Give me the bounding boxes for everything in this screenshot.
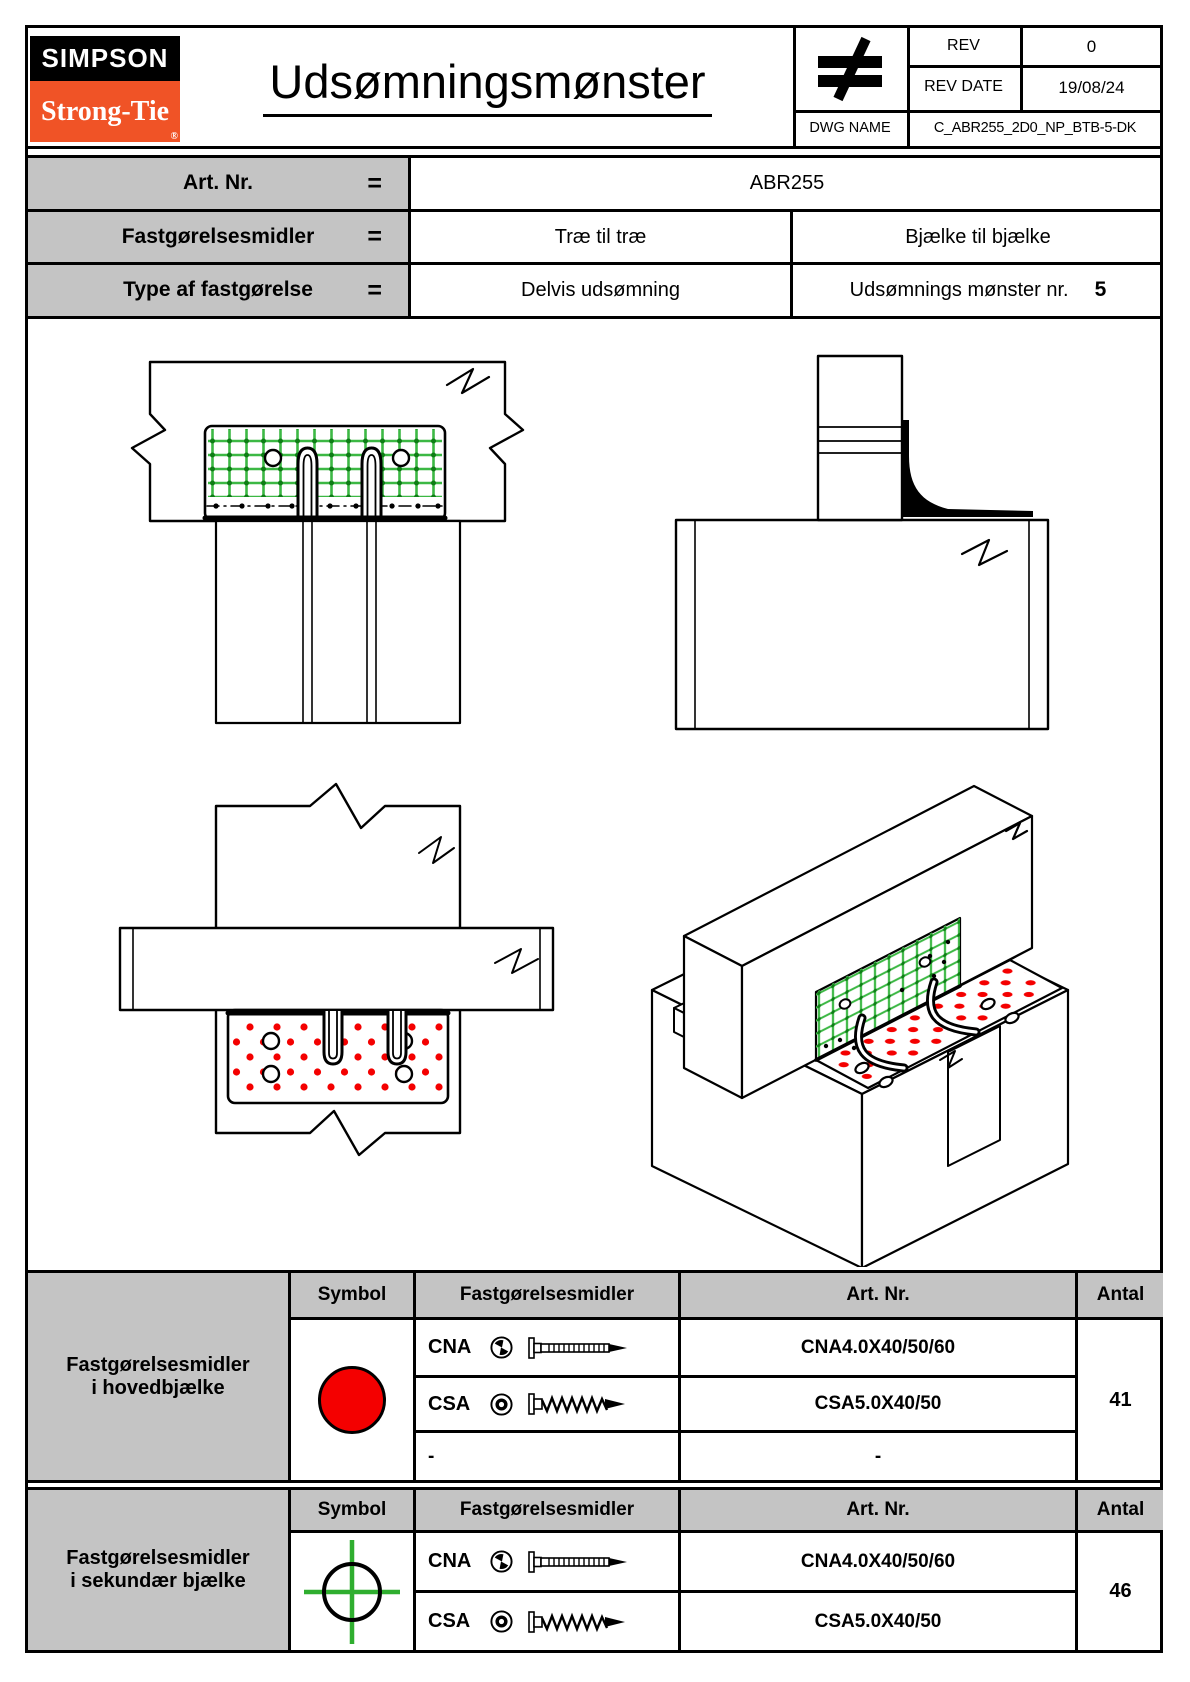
- main-beam-fastener-symbol-icon: [318, 1366, 386, 1434]
- table1-art-cna: CNA4.0X40/50/60: [800, 1336, 956, 1358]
- bracket-slot: [388, 1011, 406, 1064]
- dwg-name-label: DWG NAME: [809, 119, 891, 136]
- table2-qty: 46: [1109, 1580, 1132, 1602]
- technical-drawing-views: [28, 319, 1162, 1267]
- table2-row-cna: CNA: [416, 1533, 678, 1590]
- info-row-fasteners-label: Fastgørelsesmidler =: [121, 222, 382, 251]
- table2-row-csa: CSA: [416, 1593, 678, 1650]
- dwg-name-value: C_ABR255_2D0_NP_BTB-5-DK: [933, 119, 1137, 136]
- logo-strongtie-text: Strong-Tie ®: [30, 81, 180, 142]
- csa-screw-icon: [527, 1391, 635, 1417]
- csa-head-icon: [489, 1392, 514, 1417]
- pattern-number: 5: [1094, 278, 1107, 302]
- bracket-hole: [396, 1066, 412, 1082]
- table1-symbol-cell: [291, 1320, 413, 1480]
- table1-row-csa: CSA: [416, 1378, 678, 1430]
- info-row-artnr-label: Art. Nr. =: [182, 169, 382, 198]
- cna-head-icon: [489, 1549, 514, 1574]
- table2-header-qty: Antal: [1096, 1499, 1145, 1521]
- info-type-right: Udsømnings mønster nr. 5: [849, 278, 1107, 302]
- csa-screw-icon: [527, 1609, 635, 1635]
- equals-sign: =: [367, 169, 382, 198]
- bracket-hole: [263, 1033, 279, 1049]
- table1-row-dash: -: [428, 1445, 435, 1467]
- table2-symbol-cell: [291, 1533, 413, 1650]
- table1-header-fastener: Fastgørelsesmidler: [459, 1284, 635, 1306]
- page-title: Udsømningsmønster: [200, 44, 775, 128]
- equals-sign: =: [367, 222, 382, 251]
- table1-row-cna: CNA: [416, 1320, 678, 1375]
- logo-simpson-text: SIMPSON: [30, 36, 180, 81]
- table1-header-symbol: Symbol: [317, 1284, 387, 1306]
- rev-value: 0: [1086, 36, 1097, 56]
- view-front-elevation: [132, 362, 523, 723]
- table2-header-symbol: Symbol: [317, 1499, 387, 1521]
- bracket-front-face: [205, 426, 445, 520]
- bracket-hole: [263, 1066, 279, 1082]
- table2-art-cna: CNA4.0X40/50/60: [800, 1550, 956, 1572]
- secondary-beam-fastener-symbol-icon: [300, 1536, 404, 1648]
- table2-header-art: Art. Nr.: [846, 1499, 910, 1521]
- not-equal-projection-icon: [796, 28, 907, 110]
- view-isometric: [652, 786, 1068, 1267]
- info-fasteners-right: Bjælke til bjælke: [905, 225, 1051, 248]
- info-artnr-value: ABR255: [749, 172, 825, 194]
- info-row-type-label: Type af fastgørelse =: [123, 276, 382, 305]
- bracket-slot: [298, 448, 317, 519]
- bracket-hole: [265, 450, 281, 466]
- bracket-slot: [362, 448, 381, 519]
- info-type-left: Delvis udsømning: [521, 279, 680, 301]
- bracket-slot: [324, 1011, 342, 1064]
- table1-qty: 41: [1109, 1388, 1132, 1411]
- cna-nail-icon: [527, 1550, 632, 1574]
- rev-label: REV: [947, 37, 980, 55]
- bracket-hole: [393, 450, 409, 466]
- notch-groove: [948, 1026, 1000, 1166]
- table2-header-fastener: Fastgørelsesmidler: [459, 1499, 635, 1521]
- table1-header-qty: Antal: [1096, 1284, 1145, 1306]
- view-plan: [120, 784, 553, 1155]
- cna-head-icon: [489, 1335, 514, 1360]
- rev-date-value: 19/08/24: [1058, 77, 1125, 97]
- table1-art-dash: -: [874, 1445, 882, 1467]
- simpson-strongtie-logo: [30, 36, 180, 142]
- table1-art-csa: CSA5.0X40/50: [814, 1393, 942, 1415]
- cna-nail-icon: [527, 1336, 632, 1360]
- rev-date-label: REV DATE: [924, 78, 1003, 96]
- csa-head-icon: [489, 1609, 514, 1634]
- bracket-plan-face: [228, 1010, 448, 1103]
- registered-mark: ®: [170, 131, 178, 142]
- view-side-elevation: [676, 356, 1048, 729]
- table2-group-label: Fastgørelsesmidler i sekundær bjælke: [66, 1547, 250, 1592]
- info-fasteners-left: Træ til træ: [554, 225, 647, 248]
- bracket-edge-profile: [902, 420, 1033, 517]
- equals-sign: =: [367, 276, 382, 305]
- table2-art-csa: CSA5.0X40/50: [814, 1610, 942, 1632]
- table1-group-label: Fastgørelsesmidler i hovedbjælke: [66, 1353, 250, 1399]
- table1-header-art: Art. Nr.: [846, 1284, 910, 1306]
